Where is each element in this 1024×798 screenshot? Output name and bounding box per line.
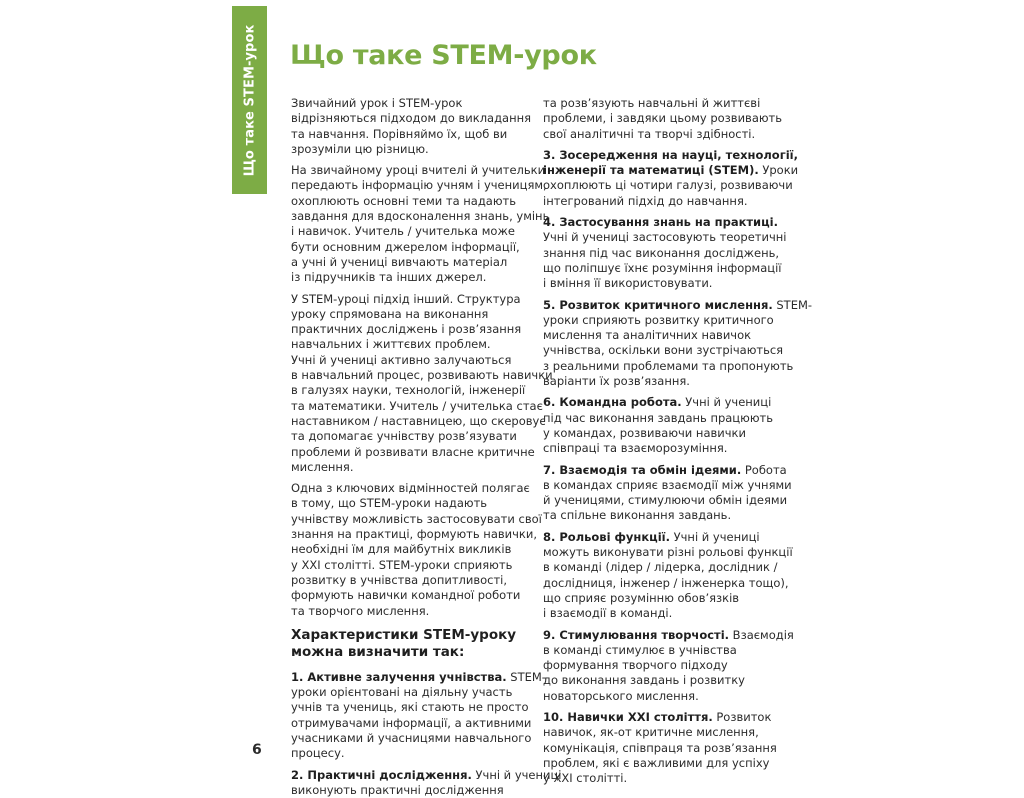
text-line: уроки сприяють розвитку критичного — [543, 312, 774, 327]
text-line: учнів та учениць, які стають не просто — [291, 700, 529, 715]
text-line: Характеристики STEM-уроку — [291, 626, 517, 643]
text-line: та розв’язують навчальні й життєві — [543, 96, 761, 110]
item-title: 1. Активне залучення учнівства. — [291, 669, 507, 684]
text-line: навчальних і життєвих проблем. — [291, 337, 491, 352]
text-line: в командах сприяє взаємодії між учнями — [543, 477, 792, 492]
item-6 — [543, 395, 783, 456]
text-line: процесу. — [291, 746, 345, 761]
item-title: 9. Стимулювання творчості. — [543, 627, 730, 642]
text-line: та допомагає учнівству розв’язувати — [291, 429, 517, 444]
item-title-line-rest: Уроки — [758, 163, 799, 178]
item-first-line — [543, 627, 794, 643]
text-line: учнівству можливість застосовувати свої — [291, 511, 542, 526]
text-line: знання на практиці, формують навички, — [291, 527, 537, 542]
item-2-continued — [543, 96, 783, 142]
left-column — [291, 96, 562, 798]
item-first-line-rest: Учні й учениці — [681, 395, 772, 410]
intro-paragraph — [291, 96, 531, 157]
text-line: в команді (лідер / лідерка, дослідник / — [543, 560, 778, 575]
text-line: з реальними проблемами та пропонують — [543, 358, 794, 373]
item-title: інженерії та математиці (STEM). — [543, 163, 759, 178]
item-first-line-rest: STEM- — [506, 669, 546, 684]
item-first-line-rest: Взаємодія — [729, 627, 794, 642]
text-line: можна визначити так: — [291, 643, 465, 660]
text-line: учасниками й учасницями навчального — [291, 730, 532, 745]
text-line: комунікація, співпраця та розв’язання — [543, 740, 777, 755]
text-line: проблем, які є важливими для успіху — [543, 755, 770, 770]
stem-lesson-paragraph — [291, 291, 553, 476]
text-line: в галузях науки, технологій, інженерії — [291, 383, 526, 398]
item-first-line — [543, 395, 783, 410]
text-line: учнівства, оскільки вони зустрічаються — [543, 343, 784, 358]
text-line: й ученицями, стимулюючи обмін ідеями — [543, 493, 788, 508]
text-line: у XXI столітті. STEM-уроки сприяють — [291, 557, 513, 572]
item-first-line-rest: Розвиток — [712, 709, 772, 724]
item-7 — [543, 462, 792, 524]
text-line: із підручників та інших джерел. — [291, 270, 487, 285]
text-line: уроки орієнтовані на діяльну участь — [291, 685, 513, 700]
text-line: під час виконання завдань працюють — [543, 410, 773, 425]
text-line: варіанти їх розв’язання. — [543, 374, 690, 389]
text-line: На звичайному уроці вчителі й учительки — [291, 163, 546, 178]
text-line: У STEM-уроці підхід інший. Структура — [291, 291, 521, 306]
text-line: формування творчого підходу — [543, 658, 728, 673]
text-line: а учні й учениці вивчають матеріал — [291, 254, 508, 269]
text-line: отримувачами інформації, а активними — [291, 715, 532, 730]
item-title-line — [543, 163, 799, 178]
text-line: необхідні їм для майбутніх викликів — [291, 542, 512, 557]
item-3 — [543, 147, 799, 209]
text-line: бути основним джерелом інформації, — [291, 239, 520, 254]
item-2 — [291, 767, 562, 798]
text-line: проблеми й розвивати власне критичне — [291, 444, 535, 459]
item-title-line — [543, 147, 798, 163]
regular-lesson-paragraph — [291, 163, 550, 285]
text-line: і взаємодії в команді. — [543, 606, 673, 621]
item-title: 2. Практичні дослідження. — [291, 767, 472, 782]
text-line: дослідниця, інженер / інженерка тощо), — [543, 575, 789, 590]
item-10 — [543, 710, 783, 786]
text-line: в тому, що STEM-уроки надають — [291, 496, 488, 511]
item-first-line — [543, 530, 783, 545]
text-line: мислення. — [291, 459, 354, 474]
text-line: та математики. Учитель / учителька стає — [291, 398, 543, 413]
page-number: 6 — [252, 742, 262, 758]
item-first-line-rest: Учні й учениці — [471, 767, 562, 782]
text-line: передають інформацію учням і ученицям, — [291, 178, 547, 193]
text-line: проблеми, і завдяки цьому розвивають — [543, 111, 783, 126]
text-line: співпраці та взаєморозуміння. — [543, 441, 728, 456]
item-title: 10. Навички XXI століття. — [543, 709, 713, 724]
item-title: 6. Командна робота. — [543, 395, 682, 410]
text-line: у командах, розвиваючи навички — [543, 425, 746, 440]
text-line: Одна з ключових відмінностей полягає — [291, 481, 530, 496]
text-line: можуть виконувати різні рольові функції — [543, 545, 793, 560]
text-line: Учні й учениці застосовують теоретичні — [543, 230, 787, 245]
side-tab-label-box — [232, 6, 267, 194]
text-line: зрозуміли цю різницю. — [291, 141, 429, 156]
item-title: 3. Зосередження на науці, технології, — [543, 147, 798, 162]
characteristics-heading — [291, 627, 531, 661]
text-line: в команді стимулює в учнівства — [543, 642, 737, 657]
item-first-line — [543, 215, 783, 230]
item-9 — [543, 627, 794, 704]
item-first-line-rest: Робота — [741, 462, 787, 477]
text-line: розвитку в учнівства допитливості, — [291, 572, 508, 587]
text-line: практичних досліджень і розв’язання — [291, 322, 522, 337]
item-8 — [543, 529, 793, 622]
text-line: охоплюють ці чотири галузі, розвиваючи — [543, 178, 793, 193]
text-line: до виконання завдань і розвитку — [543, 673, 745, 688]
item-title: 4. Застосування знань на практиці. — [543, 215, 778, 230]
text-line: виконують практичні дослідження — [291, 782, 504, 797]
text-line: що сприяє розумінню обов’язків — [543, 590, 740, 605]
text-line: та навчання. Порівняймо їх, щоб ви — [291, 126, 508, 141]
side-tab-label: Що таке STEM-урок — [242, 24, 257, 176]
text-line: Учні й учениці активно залучаються — [291, 352, 512, 367]
text-line: завдання для вдосконалення знань, умінь — [291, 209, 550, 224]
text-line: свої аналітичні та творчі здібності. — [543, 126, 756, 141]
item-title: 8. Рольові функції. — [543, 529, 670, 544]
item-first-line — [291, 767, 562, 783]
text-line: Звичайний урок і STEM-урок — [291, 96, 463, 110]
text-line: навичок, як-от критичне мислення, — [543, 725, 759, 740]
text-line: та творчого мислення. — [291, 603, 430, 618]
item-title: 7. Взаємодія та обмін ідеями. — [543, 462, 742, 477]
item-first-line — [543, 710, 783, 725]
key-difference-paragraph — [291, 481, 542, 619]
item-first-line — [543, 462, 787, 478]
item-5 — [543, 297, 813, 390]
text-line: охоплюють основні теми та надають — [291, 193, 517, 208]
text-line: у XXI столітті. — [543, 771, 628, 786]
text-line: мислення та аналітичних навичок — [543, 328, 752, 343]
item-4 — [543, 215, 787, 291]
text-line: і навичок. Учитель / учителька може — [291, 224, 515, 239]
item-title: 5. Розвиток критичного мислення. — [543, 297, 773, 312]
item-first-line — [543, 297, 813, 313]
item-first-line — [291, 669, 546, 685]
text-line: і вміння її використовувати. — [543, 276, 713, 291]
text-line: наставником / наставницею, що скеровує — [291, 413, 546, 428]
text-line: формують навички командної роботи — [291, 588, 521, 603]
item-first-line-rest: STEM- — [772, 297, 813, 312]
item-first-line-rest: Учні й учениці — [669, 529, 760, 544]
item-1 — [291, 669, 546, 762]
text-line: та спільне виконання завдань. — [543, 508, 732, 523]
text-line: знання під час виконання досліджень, — [543, 245, 780, 260]
right-column — [543, 96, 813, 786]
text-line: що поліпшує їхнє розуміння інформації — [543, 260, 782, 275]
text-line: в навчальний процес, розвивають навички — [291, 368, 553, 383]
text-line: новаторського мислення. — [543, 688, 699, 703]
text-line: інтегрований підхід до навчання. — [543, 193, 748, 208]
text-line: уроку спрямована на виконання — [291, 306, 489, 321]
text-line: відрізняються підходом до викладання — [291, 111, 532, 126]
page-title: Що таке STEM-урок — [290, 40, 597, 71]
